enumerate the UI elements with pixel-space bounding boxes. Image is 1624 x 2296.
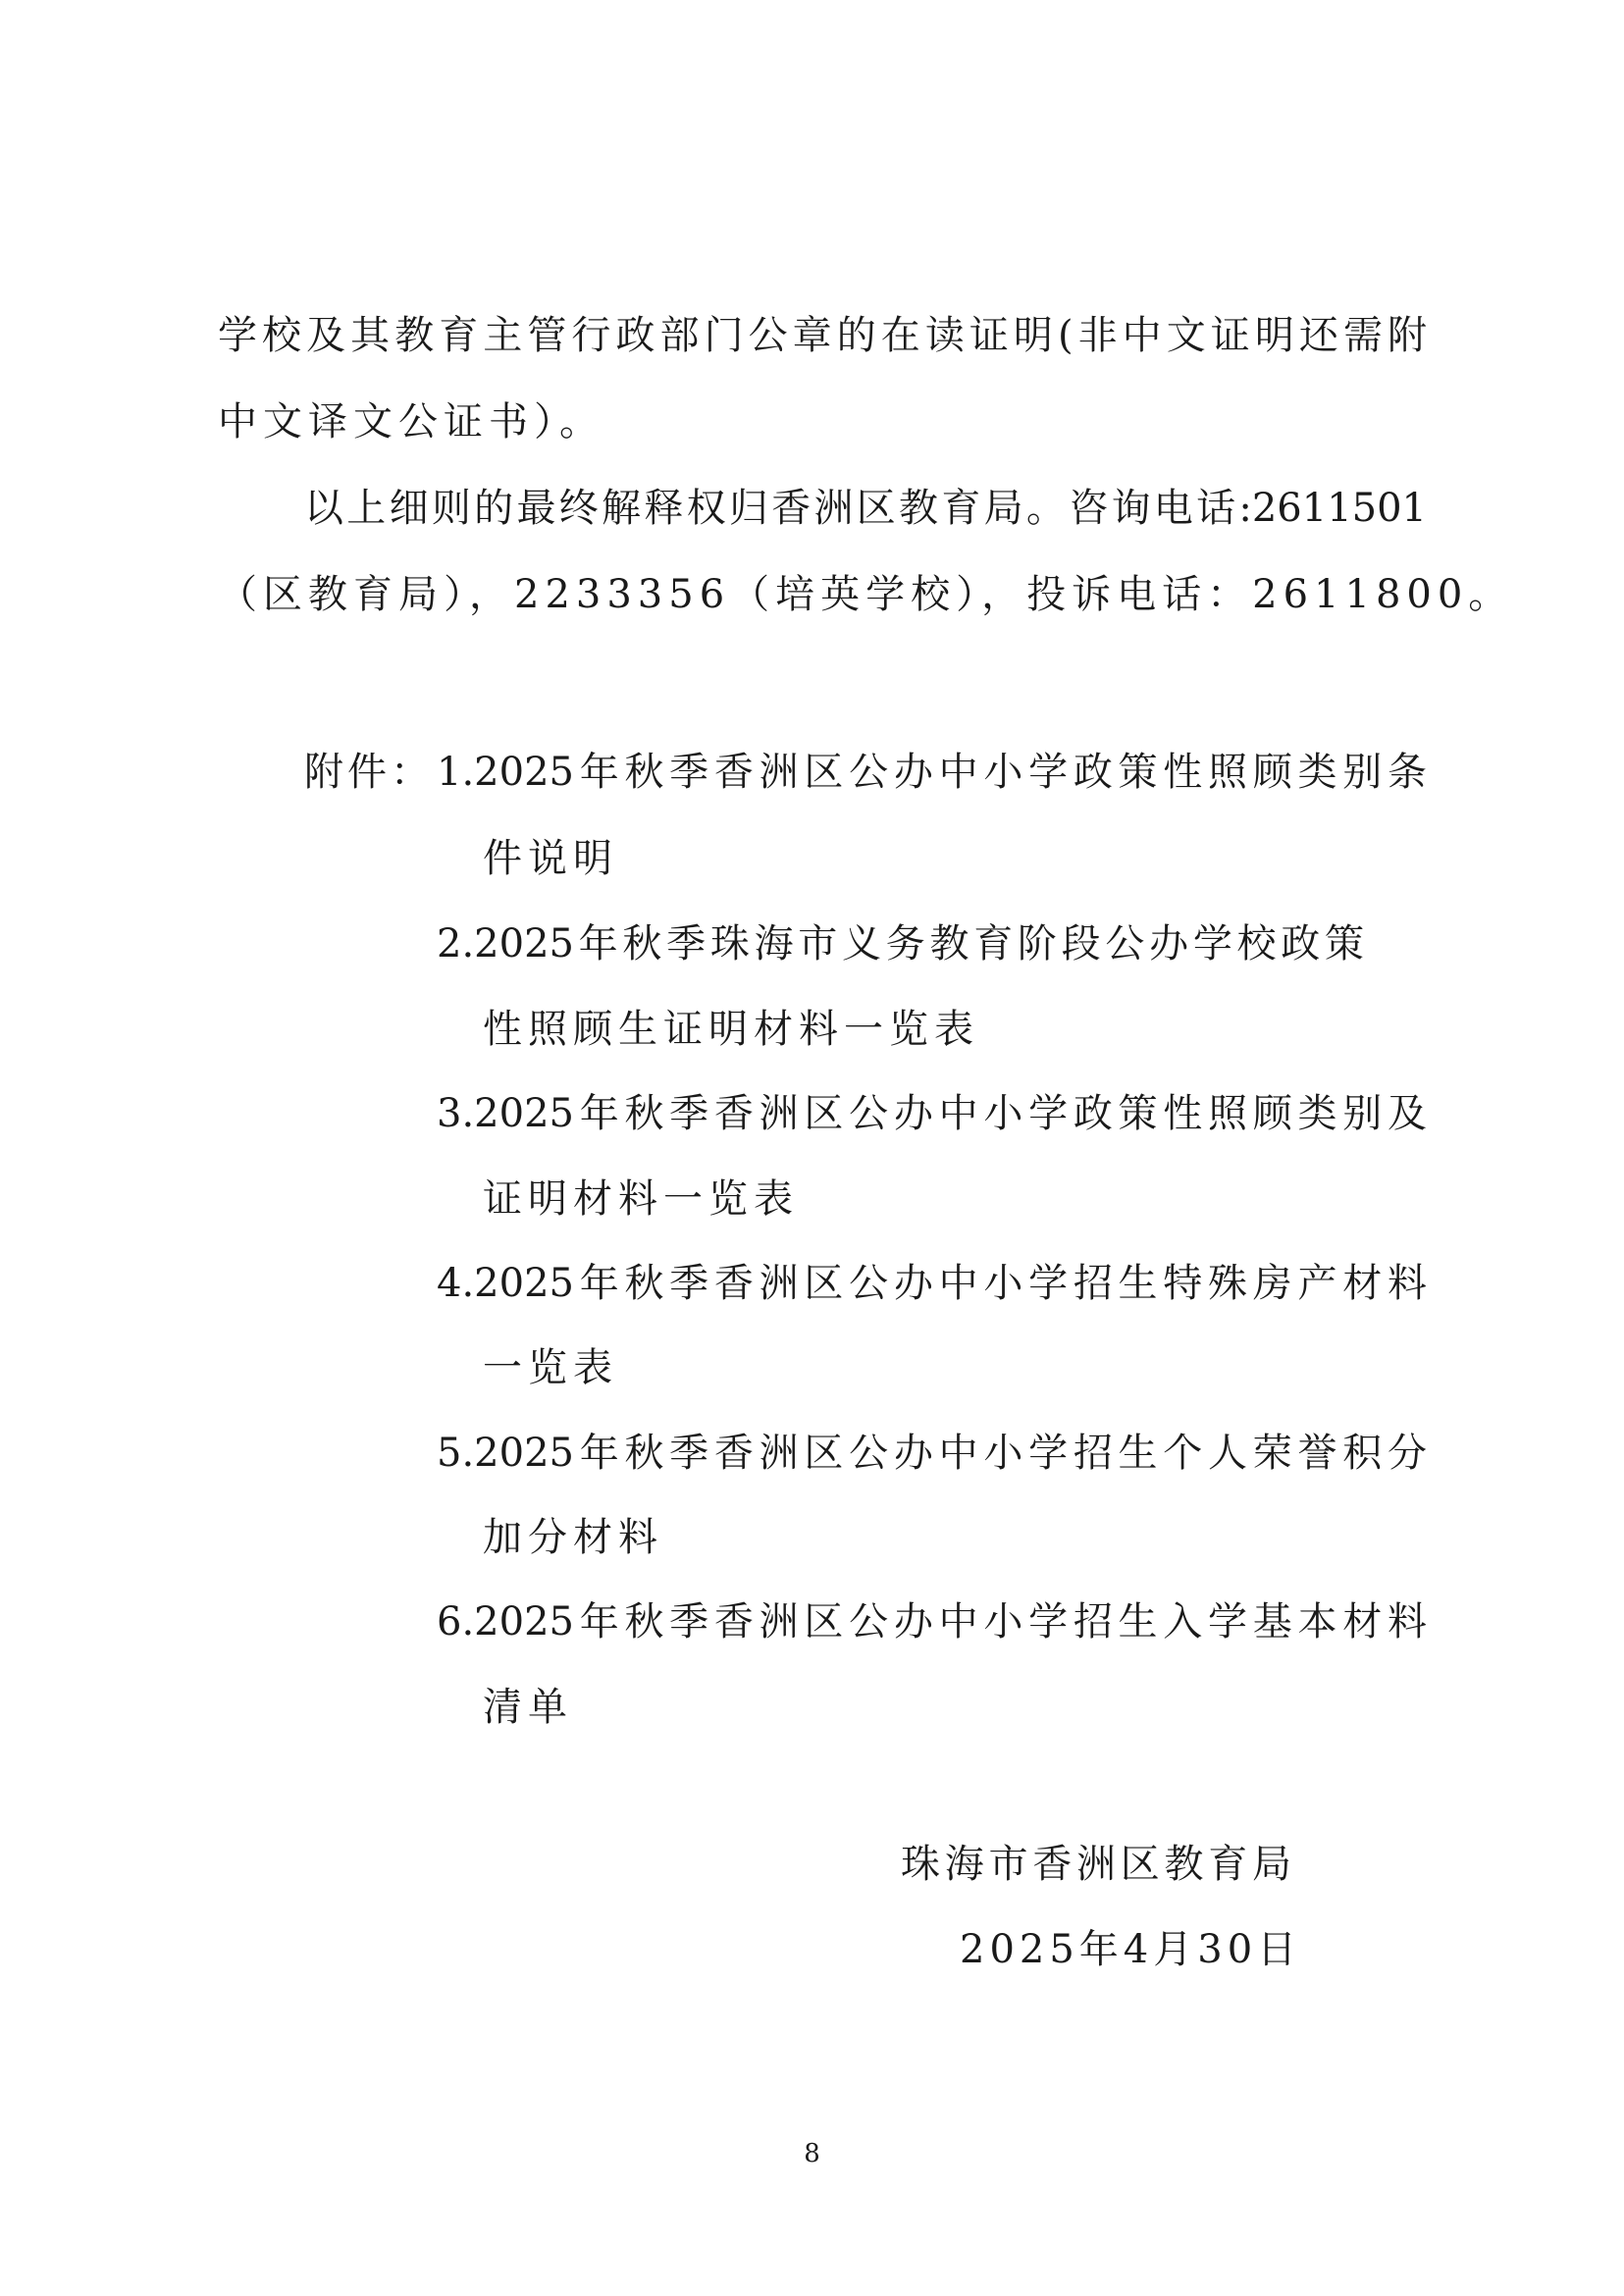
attachment-item-4-line-2: 一览表 — [483, 1345, 618, 1390]
paragraph-continuation-line-1: 学校及其教育主管行政部门公章的在读证明(非中文证明还需附 — [218, 313, 1427, 358]
attachment-item-3-line-2: 证明材料一览表 — [483, 1176, 799, 1222]
attachment-item-1-line-2: 件说明 — [483, 836, 618, 881]
attachment-item-6-line-2: 清单 — [483, 1685, 573, 1730]
attachment-item-5-line-1: 5.2025年秋季香洲区公办中小学招生个人荣誉积分 — [437, 1431, 1427, 1476]
attachment-item-2-line-1: 2.2025年秋季珠海市义务教育阶段公办学校政策 — [437, 921, 1364, 966]
contact-paragraph-line-1: 以上细则的最终解释权归香洲区教育局。咨询电话:2611501 — [304, 486, 1427, 531]
attachment-item-3-line-1: 3.2025年秋季香洲区公办中小学政策性照顾类别及 — [437, 1091, 1427, 1136]
page-number: 8 — [804, 2139, 820, 2168]
contact-paragraph-line-2: （区教育局），2233356（培英学校），投诉电话：2611800。 — [218, 572, 1514, 617]
issue-date: 2025年4月30日 — [960, 1927, 1302, 1972]
attachment-item-6-line-1: 6.2025年秋季香洲区公办中小学招生入学基本材料 — [437, 1599, 1427, 1644]
paragraph-continuation-line-2: 中文译文公证书）。 — [218, 399, 604, 444]
attachment-item-1-line-1: 1.2025年秋季香洲区公办中小学政策性照顾类别条 — [437, 750, 1427, 795]
attachment-item-4-line-1: 4.2025年秋季香洲区公办中小学招生特殊房产材料 — [437, 1261, 1427, 1306]
issuing-organization: 珠海市香洲区教育局 — [901, 1842, 1291, 1887]
attachment-item-2-line-2: 性照顾生证明材料一览表 — [483, 1007, 979, 1052]
attachment-item-5-line-2: 加分材料 — [483, 1515, 663, 1560]
attachments-label: 附件： — [304, 750, 434, 795]
